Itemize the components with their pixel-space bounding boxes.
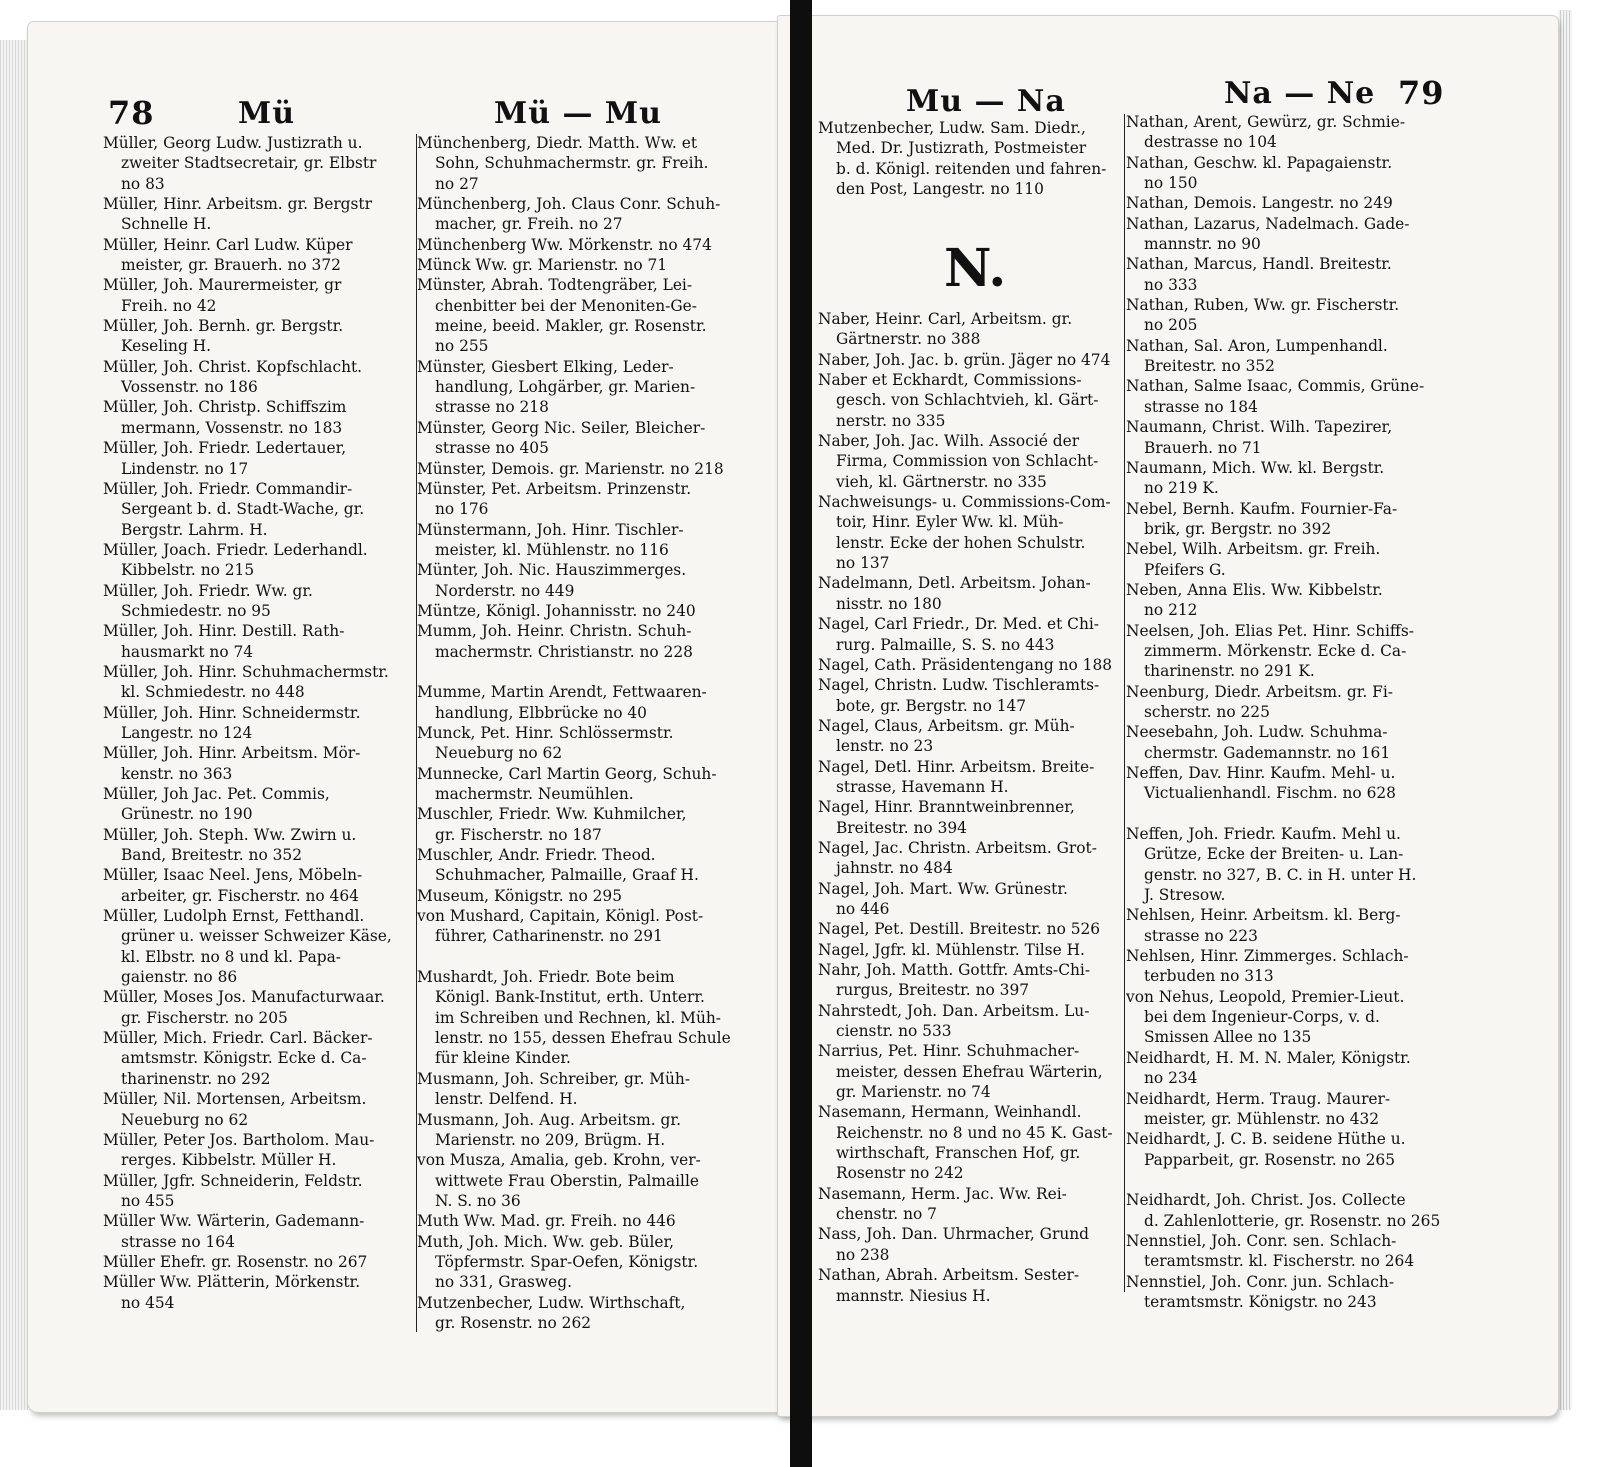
entry-line: macher, gr. Freih. no 27 xyxy=(435,215,623,234)
entry-line: kl. Schmiedestr. no 448 xyxy=(121,683,305,702)
entry-line: Neidhardt, Herm. Traug. Maurer- xyxy=(1126,1089,1391,1108)
entry-line: Müller, Joh. Hinr. Destill. Rath- xyxy=(103,622,345,641)
entry-line: bote, gr. Bergstr. no 147 xyxy=(836,696,1027,715)
entries-column-2 xyxy=(1126,112,1468,1312)
entry-line: Keseling H. xyxy=(121,337,212,356)
entry-line: Nathan, Demois. Langestr. no 249 xyxy=(1126,194,1393,213)
entry-line: rurg. Palmaille, S. S. no 443 xyxy=(836,635,1055,654)
entry-line: Reichenstr. no 8 und no 45 K. Gast- xyxy=(836,1123,1113,1142)
entry-line: wittwete Frau Oberstin, Palmaille xyxy=(435,1171,699,1190)
entry-line: Nasemann, Herm. Jac. Ww. Rei- xyxy=(818,1184,1067,1203)
entry-line: Nagel, Joh. Mart. Ww. Grünestr. xyxy=(818,879,1068,898)
entry-line: Muth, Joh. Mich. Ww. geb. Büler, xyxy=(417,1232,675,1251)
entry-line: Neueburg no 62 xyxy=(435,744,563,763)
entry-line: Müller, Heinr. Carl Ludw. Küper xyxy=(103,235,353,254)
entry-line: no 212 xyxy=(1144,601,1198,620)
entry-line: gr. Marienstr. no 74 xyxy=(836,1083,991,1102)
right-page xyxy=(778,16,1558,1416)
entry-line: no 333 xyxy=(1144,275,1198,294)
page-edge-right xyxy=(1558,10,1572,1410)
entry-line: Müller, Joh. Friedr. Commandir- xyxy=(103,479,353,498)
entry-line: tharinenstr. no 292 xyxy=(121,1069,271,1088)
entry-line: Naber, Heinr. Carl, Arbeitsm. gr. xyxy=(818,310,1073,328)
entry-line: vieh, kl. Gärtnerstr. no 335 xyxy=(836,472,1047,491)
entry-line: Smissen Allee no 135 xyxy=(1144,1028,1312,1047)
entry-line: Naber, Joh. Jac. b. grün. Jäger no 474 xyxy=(818,350,1111,369)
entry-line: Münster, Pet. Arbeitsm. Prinzenstr. xyxy=(417,479,692,498)
entry-line xyxy=(417,662,765,682)
entry-line: toir, Hinr. Eyler Ww. kl. Müh- xyxy=(836,513,1064,532)
entry-line: gaienstr. no 86 xyxy=(121,968,238,987)
entry-line: zimmerm. Mörkenstr. Ecke d. Ca- xyxy=(1144,641,1407,660)
entry-line: Nathan, Arent, Gewürz, gr. Schmie- xyxy=(1126,113,1406,131)
entry-line: Naber, Joh. Jac. Wilh. Associé der xyxy=(818,432,1080,451)
page-number: 78 xyxy=(108,94,155,132)
entry-line: Müller, Joh. Hinr. Arbeitsm. Mör- xyxy=(103,744,361,763)
entry-line: Band, Breitestr. no 352 xyxy=(121,846,303,865)
entry-line: den Post, Langestr. no 110 xyxy=(836,180,1044,199)
entry-line: Münster, Demois. gr. Marienstr. no 218 xyxy=(417,459,724,478)
entry-line: meister, gr. Brauerh. no 372 xyxy=(121,256,341,275)
entry-line: Narrius, Pet. Hinr. Schuhmacher- xyxy=(818,1042,1080,1061)
entry-line: brik, gr. Bergstr. no 392 xyxy=(1144,519,1332,538)
entry-line: Mutzenbecher, Ludw. Sam. Diedr., xyxy=(818,119,1086,137)
entry-line: Königl. Bank-Institut, erth. Unterr. xyxy=(435,988,705,1007)
entry-line: Nagel, Pet. Destill. Breitestr. no 526 xyxy=(818,920,1101,939)
entry-line: Nasemann, Hermann, Weinhandl. xyxy=(818,1103,1082,1122)
entry-line: zweiter Stadtsecretair, gr. Elbstr xyxy=(121,154,377,173)
entry-line: Müller, Joh. Steph. Ww. Zwirn u. xyxy=(103,825,357,844)
entry-line: nisstr. no 180 xyxy=(836,594,942,613)
entry-line: Nagel, Claus, Arbeitsm. gr. Müh- xyxy=(818,716,1075,735)
entry-line: Kibbelstr. no 215 xyxy=(121,561,255,580)
entry-line: Nass, Joh. Dan. Uhrmacher, Grund xyxy=(818,1225,1089,1244)
entry-line: Neidhardt, Joh. Christ. Jos. Collecte xyxy=(1126,1191,1406,1210)
entry-line: Müller Ww. Plätterin, Mörkenstr. xyxy=(103,1273,361,1292)
entry-line: Münster, Abrah. Todtengräber, Lei- xyxy=(417,276,693,295)
entry-line: Breitestr. no 394 xyxy=(836,818,967,837)
entry-line: no 234 xyxy=(1144,1069,1198,1088)
entry-line: Papparbeit, gr. Rosenstr. no 265 xyxy=(1144,1150,1395,1169)
entry-line: Muschler, Friedr. Ww. Kuhmilcher, xyxy=(417,805,687,824)
entry-line xyxy=(1126,804,1468,824)
entry-line: no 455 xyxy=(121,1191,175,1210)
entry-line: meister, dessen Ehefrau Wärterin, xyxy=(836,1062,1103,1081)
entry-line: Müller Ehefr. gr. Rosenstr. no 267 xyxy=(103,1252,368,1271)
entry-line: Nagel, Christn. Ludw. Tischleramts- xyxy=(818,676,1100,695)
entry-line: mannstr. Niesius H. xyxy=(836,1286,991,1305)
entry-line: strasse no 164 xyxy=(121,1232,235,1251)
entry-line: von Musza, Amalia, geb. Krohn, ver- xyxy=(417,1151,701,1170)
entry-line: d. Zahlenlotterie, gr. Rosenstr. no 265 xyxy=(1144,1211,1441,1230)
entry-line: Sergeant b. d. Stadt-Wache, gr. xyxy=(121,500,365,519)
entry-line: Grünestr. no 190 xyxy=(121,805,253,824)
entry-line: no 83 xyxy=(121,174,165,193)
entry-line: Naumann, Mich. Ww. kl. Bergstr. xyxy=(1126,458,1385,477)
entry-line: Langestr. no 124 xyxy=(121,723,253,742)
entry-line: Müller, Moses Jos. Manufacturwaar. xyxy=(103,988,385,1007)
entry-line xyxy=(1126,1170,1468,1190)
entry-line: handlung, Elbbrücke no 40 xyxy=(435,703,647,722)
entry-line: Münchenberg, Joh. Claus Conr. Schuh- xyxy=(417,195,721,214)
entry-line: Nathan, Marcus, Handl. Breitestr. xyxy=(1126,255,1392,274)
entry-line: Nagel, Hinr. Branntweinbrenner, xyxy=(818,798,1075,817)
entry-line: Nahr, Joh. Matth. Gottfr. Amts-Chi- xyxy=(818,961,1091,979)
entry-line: Nachweisungs- u. Commissions-Com- xyxy=(818,493,1111,512)
entry-line: Müller, Joh. Hinr. Schneidermstr. xyxy=(103,703,361,722)
entry-line: Müller, Ludolph Ernst, Fetthandl. xyxy=(103,907,365,926)
entry-line: teramtsmstr. kl. Fischerstr. no 264 xyxy=(1144,1252,1415,1271)
entry-line: N. S. no 36 xyxy=(435,1191,521,1210)
entry-line: no 219 K. xyxy=(1144,479,1219,498)
entry-line: Münchenberg Ww. Mörkenstr. no 474 xyxy=(417,235,712,254)
entry-line: Neelsen, Joh. Elias Pet. Hinr. Schiffs- xyxy=(1126,621,1414,640)
entry-line: genstr. no 327, B. C. in H. unter H. xyxy=(1144,865,1417,884)
entry-line: chermstr. Gademannstr. no 161 xyxy=(1144,743,1391,762)
entry-line: meister, gr. Mühlenstr. no 432 xyxy=(1144,1109,1380,1128)
entry-line: Naber et Eckhardt, Commissions- xyxy=(818,371,1082,390)
entry-line: Neueburg no 62 xyxy=(121,1110,249,1129)
entries-column-1-top xyxy=(818,118,1160,199)
entry-line: Nagel, Jac. Christn. Arbeitsm. Grot- xyxy=(818,838,1097,857)
entry-line: Brauerh. no 71 xyxy=(1144,438,1262,457)
entry-line: meister, kl. Mühlenstr. no 116 xyxy=(435,540,669,559)
entry-line: arbeiter, gr. Fischerstr. no 464 xyxy=(121,886,359,905)
entry-line: b. d. Königl. reitenden und fahren- xyxy=(836,159,1107,178)
page-edge-left xyxy=(0,40,28,1410)
entry-line: no 446 xyxy=(836,899,890,918)
entry-line: lenstr. no 23 xyxy=(836,737,934,756)
entry-line: Munck, Pet. Hinr. Schlössermstr. xyxy=(417,723,674,742)
entry-line: Mumm, Joh. Heinr. Christn. Schuh- xyxy=(417,622,692,641)
entry-line: mannstr. no 90 xyxy=(1144,235,1261,254)
entry-line: für kleine Kinder. xyxy=(435,1049,571,1068)
entry-line: Museum, Königstr. no 295 xyxy=(417,886,622,905)
entry-line: Rosenstr no 242 xyxy=(836,1164,964,1183)
entry-line: Bergstr. Lahrm. H. xyxy=(121,520,268,539)
entry-line: Musmann, Joh. Schreiber, gr. Müh- xyxy=(417,1069,691,1088)
entry-line: machermstr. Christianstr. no 228 xyxy=(435,642,693,661)
entry-line: im Schreiben und Rechnen, kl. Müh- xyxy=(435,1008,721,1027)
entry-line: terbuden no 313 xyxy=(1144,967,1274,986)
entry-line: kl. Elbstr. no 8 und kl. Papa- xyxy=(121,947,341,966)
entry-line: Müller Ww. Wärterin, Gademann- xyxy=(103,1212,365,1231)
entry-line: Muschler, Andr. Friedr. Theod. xyxy=(417,846,656,865)
entry-line: lenstr. Ecke der hohen Schulstr. xyxy=(836,533,1086,552)
entry-line: scherstr. no 225 xyxy=(1144,702,1270,721)
entry-line: Müller, Joh. Friedr. Ledertauer, xyxy=(103,439,347,458)
entry-line: no 238 xyxy=(836,1245,890,1264)
entry-line: teramtsmstr. Königstr. no 243 xyxy=(1144,1292,1377,1311)
entry-line: Victualienhandl. Fischm. no 628 xyxy=(1144,784,1396,803)
entry-line: Müller, Mich. Friedr. Carl. Bäcker- xyxy=(103,1029,373,1048)
entry-line: Nagel, Detl. Hinr. Arbeitsm. Breite- xyxy=(818,757,1095,776)
entry-line: rerges. Kibbelstr. Müller H. xyxy=(121,1151,337,1170)
entry-line: Neffen, Dav. Hinr. Kaufm. Mehl- u. xyxy=(1126,764,1396,782)
entry-line: Nebel, Bernh. Kaufm. Fournier-Fa- xyxy=(1126,499,1398,518)
entry-line: Müller, Joh. Hinr. Schuhmachermstr. xyxy=(103,662,389,681)
entry-line: Müller, Peter Jos. Bartholom. Mau- xyxy=(103,1130,375,1149)
entry-line: Nathan, Salme Isaac, Commis, Grüne- xyxy=(1126,377,1425,396)
column-divider xyxy=(1124,114,1125,1292)
entry-line: Müller, Joh. Friedr. Ww. gr. xyxy=(103,581,313,600)
entry-line: Müller, Joh. Christ. Kopfschlacht. xyxy=(103,357,363,376)
entry-line: hausmarkt no 74 xyxy=(121,642,254,661)
entry-line: Sohn, Schuhmachermstr. gr. Freih. xyxy=(435,154,709,173)
entry-line: strasse, Havemann H. xyxy=(836,777,1009,796)
entry-line: Mushardt, Joh. Friedr. Bote beim xyxy=(417,968,675,987)
entry-line: kenstr. no 363 xyxy=(121,764,233,783)
entry-line: gr. Rosenstr. no 262 xyxy=(435,1313,592,1332)
entry-line: strasse no 405 xyxy=(435,439,549,458)
entry-line: handlung, Lohgärber, gr. Marien- xyxy=(435,378,696,397)
entry-line: Nehlsen, Heinr. Arbeitsm. kl. Berg- xyxy=(1126,906,1401,925)
entry-line: cienstr. no 533 xyxy=(836,1022,952,1041)
entry-line: gr. Fischerstr. no 205 xyxy=(121,1008,288,1027)
entry-line: Töpfermstr. Spar-Oefen, Königstr. xyxy=(435,1252,699,1271)
entry-line: lenstr. Delfend. H. xyxy=(435,1090,578,1109)
entry-line: Neesebahn, Joh. Ludw. Schuhma- xyxy=(1126,723,1388,742)
entry-line: Neidhardt, H. M. N. Maler, Königstr. xyxy=(1126,1048,1411,1067)
entries-column-1 xyxy=(818,309,1160,1306)
entry-line: Münster, Giesbert Elking, Leder- xyxy=(417,357,674,376)
entry-line: wirthschaft, Franschen Hof, gr. xyxy=(836,1144,1081,1163)
entry-line: bei dem Ingenieur-Corps, v. d. xyxy=(1144,1008,1380,1027)
entry-line: Firma, Commission von Schlacht- xyxy=(836,452,1099,471)
entry-line: Grütze, Ecke der Breiten- u. Lan- xyxy=(1144,845,1404,864)
entry-line: Schuhmacher, Palmaille, Graaf H. xyxy=(435,866,699,885)
entry-line: Vossenstr. no 186 xyxy=(121,378,258,397)
entry-line: Müller, Hinr. Arbeitsm. gr. Bergstr xyxy=(103,195,372,214)
entry-line: Müller, Nil. Mortensen, Arbeitsm. xyxy=(103,1090,367,1109)
entry-line: Nennstiel, Joh. Conr. sen. Schlach- xyxy=(1126,1231,1397,1250)
entry-line: Müller, Georg Ludw. Justizrath u. xyxy=(103,134,363,152)
entries-column-2 xyxy=(417,133,765,1333)
entry-line: Nadelmann, Detl. Arbeitsm. Johan- xyxy=(818,574,1091,593)
entry-line: Schnelle H. xyxy=(121,215,212,234)
left-page xyxy=(28,22,806,1412)
section-letter: N. xyxy=(944,238,1007,299)
entry-line: strasse no 223 xyxy=(1144,926,1258,945)
entry-line: meine, beeid. Makler, gr. Rosenstr. xyxy=(435,317,707,336)
entry-line: lenstr. no 155, dessen Ehefrau Schule xyxy=(435,1029,731,1048)
entry-line: no 331, Grasweg. xyxy=(435,1273,572,1292)
entry-line: Müntze, Königl. Johannisstr. no 240 xyxy=(417,601,696,620)
entry-line: Münstermann, Joh. Hinr. Tischler- xyxy=(417,520,684,539)
entry-line: no 205 xyxy=(1144,316,1198,335)
entry-line: Münter, Joh. Nic. Hauszimmerges. xyxy=(417,561,687,580)
entry-line: Lindenstr. no 17 xyxy=(121,459,249,478)
entry-line: Nehlsen, Hinr. Zimmerges. Schlach- xyxy=(1126,947,1409,966)
entry-line: gesch. von Schlachtvieh, kl. Gärt- xyxy=(836,391,1099,410)
entry-line: chenstr. no 7 xyxy=(836,1205,937,1224)
entry-line: Müller, Joach. Friedr. Lederhandl. xyxy=(103,540,368,559)
page-number: 79 xyxy=(1398,74,1445,112)
entry-line: Nathan, Sal. Aron, Lumpenhandl. xyxy=(1126,336,1388,355)
entry-line: Naumann, Christ. Wilh. Tapezirer, xyxy=(1126,418,1393,437)
entry-line: mermann, Vossenstr. no 183 xyxy=(121,418,343,437)
running-head-right: Na — Ne xyxy=(1224,76,1376,111)
running-head-right: Mü — Mu xyxy=(494,96,662,131)
entry-line: Gärtnerstr. no 388 xyxy=(836,330,981,349)
entry-line: strasse no 218 xyxy=(435,398,549,417)
entry-line: Musmann, Joh. Aug. Arbeitsm. gr. xyxy=(417,1110,681,1129)
entry-line: Mutzenbecher, Ludw. Wirthschaft, xyxy=(417,1293,686,1312)
entry-line: no 150 xyxy=(1144,174,1198,193)
entry-line: no 27 xyxy=(435,174,479,193)
book-spine xyxy=(790,0,812,1467)
entry-line: Pfeifers G. xyxy=(1144,560,1226,579)
entry-line: no 255 xyxy=(435,337,489,356)
entry-line: J. Stresow. xyxy=(1144,886,1226,905)
entry-line: Müller, Jgfr. Schneiderin, Feldstr. xyxy=(103,1171,363,1190)
entry-line: Neenburg, Diedr. Arbeitsm. gr. Fi- xyxy=(1126,682,1393,701)
entry-line: Neffen, Joh. Friedr. Kaufm. Mehl u. xyxy=(1126,825,1401,844)
running-head-left: Mu — Na xyxy=(906,84,1066,119)
entry-line: Nebel, Wilh. Arbeitsm. gr. Freih. xyxy=(1126,540,1381,559)
entry-line: Münster, Georg Nic. Seiler, Bleicher- xyxy=(417,418,706,437)
entries-column-1 xyxy=(103,133,435,1313)
entry-line: chenbitter bei der Menoniten-Ge- xyxy=(435,296,697,315)
entry-line: no 137 xyxy=(836,554,890,573)
entry-line: jahnstr. no 484 xyxy=(836,859,953,878)
entry-line: Müller, Joh. Bernh. gr. Bergstr. xyxy=(103,317,344,336)
entry-line: tharinenstr. no 291 K. xyxy=(1144,662,1315,681)
entry-line: Muth Ww. Mad. gr. Freih. no 446 xyxy=(417,1212,676,1231)
entry-line: Breitestr. no 352 xyxy=(1144,357,1275,376)
entry-line: Nennstiel, Joh. Conr. jun. Schlach- xyxy=(1126,1272,1395,1291)
entry-line: Müller, Joh Jac. Pet. Commis, xyxy=(103,785,330,803)
entry-line: Nagel, Cath. Präsidentengang no 188 xyxy=(818,655,1113,674)
entry-line: Münchenberg, Diedr. Matth. Ww. et xyxy=(417,134,698,152)
entry-line: von Nehus, Leopold, Premier-Lieut. xyxy=(1126,987,1405,1006)
entry-line: Schmiedestr. no 95 xyxy=(121,601,271,620)
entry-line: Nathan, Abrah. Arbeitsm. Sester- xyxy=(818,1266,1080,1285)
entry-line: machermstr. Neumühlen. xyxy=(435,785,634,803)
entry-line: Med. Dr. Justizrath, Postmeister xyxy=(836,139,1087,158)
entry-line: Nathan, Geschw. kl. Papagaienstr. xyxy=(1126,153,1393,172)
entry-line: Münck Ww. gr. Marienstr. no 71 xyxy=(417,256,668,275)
entry-line: von Mushard, Capitain, Königl. Post- xyxy=(417,907,704,926)
entry-line: Nathan, Ruben, Ww. gr. Fischerstr. xyxy=(1126,296,1400,315)
entry-line: strasse no 184 xyxy=(1144,397,1258,416)
entry-line: Neben, Anna Elis. Ww. Kibbelstr. xyxy=(1126,580,1383,599)
entry-line: gr. Fischerstr. no 187 xyxy=(435,825,602,844)
entry-line: Müller, Joh. Christp. Schiffszim xyxy=(103,398,347,417)
entry-line: Nathan, Lazarus, Nadelmach. Gade- xyxy=(1126,214,1410,233)
running-head-left: Mü xyxy=(238,96,296,131)
entry-line: Müller, Joh. Maurermeister, gr xyxy=(103,276,342,295)
entry-line: Mumme, Martin Arendt, Fettwaaren- xyxy=(417,683,707,702)
entry-line: amtsmstr. Königstr. Ecke d. Ca- xyxy=(121,1049,367,1068)
entry-line xyxy=(417,947,765,967)
entry-line: grüner u. weisser Schweizer Käse, xyxy=(121,927,392,946)
entry-line: Nagel, Jgfr. kl. Mühlenstr. Tilse H. xyxy=(818,940,1085,959)
entry-line: Neidhardt, J. C. B. seidene Hüthe u. xyxy=(1126,1130,1406,1149)
entry-line: Müller, Isaac Neel. Jens, Möbeln- xyxy=(103,866,363,885)
entry-line: no 454 xyxy=(121,1293,175,1312)
entry-line: Freih. no 42 xyxy=(121,296,217,315)
entry-line: Marienstr. no 209, Brügm. H. xyxy=(435,1130,666,1149)
entry-line: Munnecke, Carl Martin Georg, Schuh- xyxy=(417,764,717,783)
entry-line: führer, Catharinenstr. no 291 xyxy=(435,927,663,946)
entry-line: rurgus, Breitestr. no 397 xyxy=(836,981,1030,1000)
entry-line: destrasse no 104 xyxy=(1144,133,1277,152)
entry-line: no 176 xyxy=(435,500,489,519)
entry-line: Nagel, Carl Friedr., Dr. Med. et Chi- xyxy=(818,615,1099,634)
entry-line: Norderstr. no 449 xyxy=(435,581,575,600)
entry-line: nerstr. no 335 xyxy=(836,411,946,430)
entry-line: Nahrstedt, Joh. Dan. Arbeitsm. Lu- xyxy=(818,1001,1090,1020)
